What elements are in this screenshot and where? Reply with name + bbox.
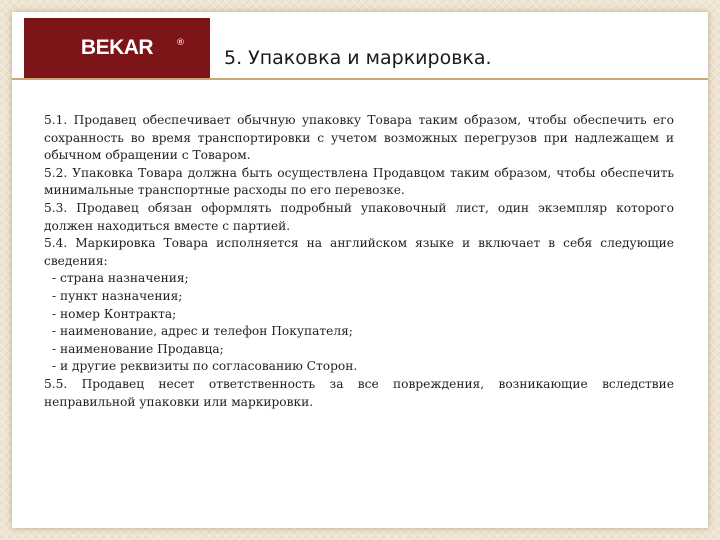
list-item: - пункт назначения; bbox=[52, 288, 183, 303]
clause-5-5: 5.5. Продавец несет ответственность за все повреждения, возникающие вследствие неправильной упаковки или маркировки. bbox=[44, 376, 674, 409]
list-item: - номер Контракта; bbox=[52, 306, 177, 321]
list-item: - страна назначения; bbox=[52, 271, 189, 286]
list-item: - наименование Продавца; bbox=[52, 341, 224, 356]
registered-mark: ® bbox=[176, 38, 185, 48]
logo-text: BEKAR bbox=[80, 36, 154, 59]
list-item: - наименование, адрес и телефон Покупателя; bbox=[52, 324, 353, 339]
clause-5-2: 5.2. Упаковка Товара должна быть осуществлена Продавцом таким образом, чтобы обеспечить минимальные транспортные расходы по его перевозке. bbox=[44, 165, 674, 198]
clause-5-4: 5.4. Маркировка Товара исполняется на английском языке и включает в себя следующие сведения: bbox=[44, 236, 674, 268]
list-item: - и другие реквизиты по согласованию Сторон. bbox=[52, 359, 358, 374]
title-divider bbox=[12, 78, 708, 80]
slide-body bbox=[44, 112, 674, 411]
page-title: 5. Упаковка и маркировка. bbox=[224, 47, 492, 69]
clause-5-1: 5.1. Продавец обеспечивает обычную упаковку Товара таким образом, чтобы обеспечить его сохранность во время транспортировки с учетом возможных перегрузов при надлежащем и обычном обращении с Товаром. bbox=[44, 113, 674, 163]
clause-5-3: 5.3. Продавец обязан оформлять подробный упаковочный лист, один экземпляр которого должен находиться вместе с партией. bbox=[44, 200, 674, 233]
logo bbox=[24, 18, 210, 78]
